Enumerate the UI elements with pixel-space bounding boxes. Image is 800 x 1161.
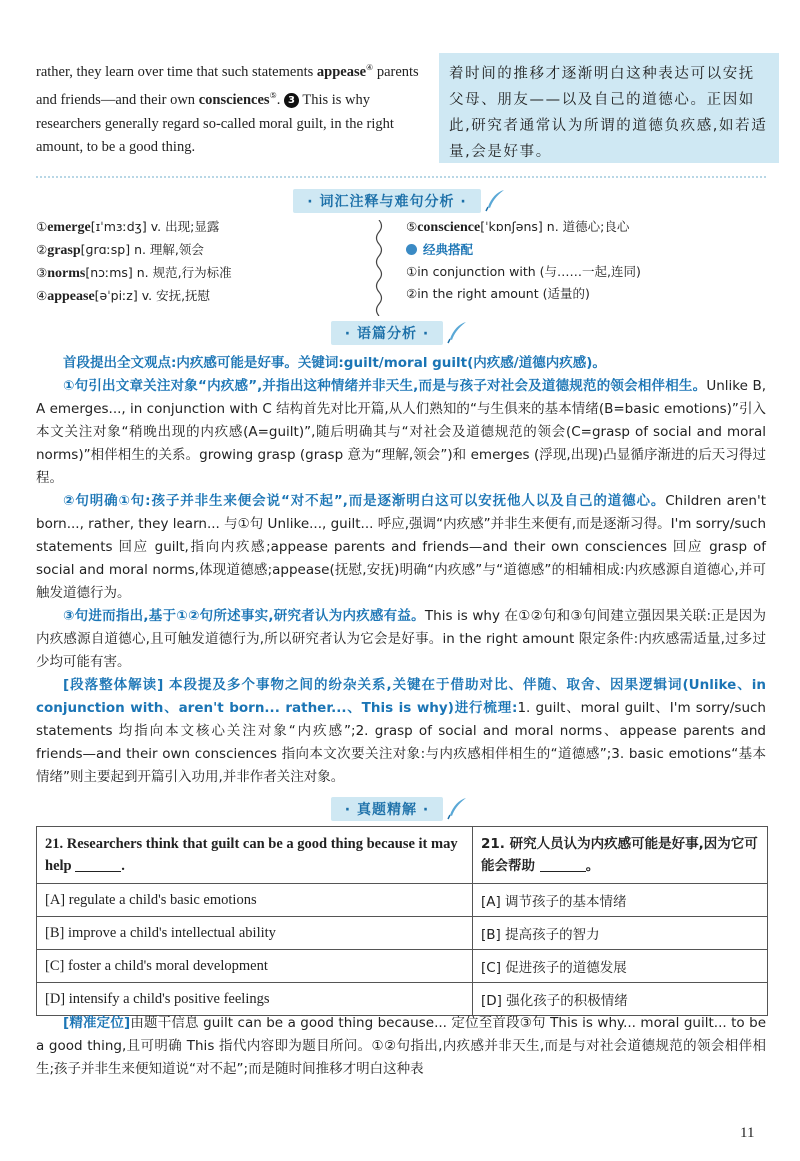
passage-block xyxy=(36,56,796,172)
analysis-paragraph: ③句进而指出,基于①②句所述事实,研究者认为内疚感有益。This is why 在①②句和③句间建立强因果关联:正是因为内疚感源自道德心,且可触发道德行为,所以研究者认为它会是好事。in the right amount 限定条件:内疚感需适量,过多过少均可能有害。 xyxy=(36,608,767,670)
passage-text: This is why researchers generally regard so-called moral guilt, in the right amount, to be a good thing. xyxy=(36,92,394,156)
question-stem-cn: 21. 研究人员认为内疚感可能是好事,因为它可能会帮助 。 xyxy=(473,827,768,884)
vocab-left-column xyxy=(36,216,366,308)
squiggle-divider xyxy=(372,220,386,316)
quill-pen-icon xyxy=(445,796,469,820)
option-en: [D] intensify a child's positive feelings xyxy=(37,983,473,1016)
option-row xyxy=(37,917,768,950)
vocab-item: ②grasp[ɡrɑːsp] n. 理解,领会 xyxy=(36,242,204,258)
question-table xyxy=(36,826,768,1016)
vocab-item: ④appease[əˈpiːz] v. 安抚,抚慰 xyxy=(36,288,211,304)
analysis-summary: [段落整体解读] 本段提及多个事物之间的纷杂关系,关键在于借助对比、伴随、取舍、因果逻辑词(Unlike、in conjunction with、aren't born... rather...、This is why)进行梳理:1. guilt、moral guilt、I'm sorry/such statements 均指向本文核心关注对象“内疚感”;2. grasp of social and moral norms、appease parents and friends—and their own consciences 指向本文次要关注对象:与内疚感相伴相生的“道德感”;3. basic emotions“基本情绪”则主要起到开篇引入功用,并非作者关注对象。 xyxy=(36,677,766,785)
collocation-item: ②in the right amount (适量的) xyxy=(406,286,590,301)
option-cn: [C] 促进孩子的道德发展 xyxy=(473,950,768,983)
passage-translation: 着时间的推移才逐渐明白这种表达可以安抚父母、朋友——以及自己的道德心。正因如此,研究者通常认为所谓的道德负疚感,如若适量,会是好事。 xyxy=(439,53,779,163)
analysis-paragraph: ①句引出文章关注对象“内疚感”,并指出这种情绪并非天生,而是与孩子对社会及道德规范的领会相伴相生。Unlike B, A emerges..., in conjunction with C 结构首先对比开篇,从人们熟知的“与生俱来的基本情绪(B=basic emotions)”引入本文关注对象“稍晚出现的内疚感(A=guilt)”,随后明确其与“对社会及道德规范的领会(C=grasp of social and moral norms)”相伴相生的关系。growing grasp (grasp 意为“理解,领会”)和 emerges (浮现,出现)凸显循序渐进的后天习得过程。 xyxy=(36,378,766,486)
option-row xyxy=(37,983,768,1016)
option-cn: [D] 强化孩子的积极情绪 xyxy=(473,983,768,1016)
analysis-section-title xyxy=(0,320,800,345)
exam-section-title xyxy=(0,796,800,821)
question-stem-en: 21. Researchers think that guilt can be a good thing because it may help . xyxy=(37,827,473,884)
passage-text: rather, they learn over time that such statements xyxy=(36,63,317,80)
analysis-heading: 首段提出全文观点:内疚感可能是好事。关键词:guilt/moral guilt(内疚感/道德内疚感)。 xyxy=(63,355,606,371)
keyword-appease: appease xyxy=(316,63,367,80)
divider xyxy=(36,176,766,178)
vocab-section-title xyxy=(0,188,800,213)
option-cn: [A] 调节孩子的基本情绪 xyxy=(473,884,768,917)
section-label: · 词汇注释与难句分析 · xyxy=(293,189,480,213)
question-stem-row xyxy=(37,827,768,884)
option-row xyxy=(37,950,768,983)
quill-pen-icon xyxy=(483,188,507,212)
collocation-heading: 经典搭配 xyxy=(406,239,776,261)
answer-explanation xyxy=(36,1012,766,1081)
vocab-item: ①emerge[ɪˈmɜːdʒ] v. 出现;显露 xyxy=(36,219,220,235)
section-label: · 真题精解 · xyxy=(331,797,443,821)
answer-paragraph: [精准定位]由题干信息 guilt can be a good thing because... 定位至首段③句 This is why... moral guilt... to be a good thing,且可明确 This 指代内容即为题目所问。①②句指出,内疚感并非天生,而是与对社会道德规范的领会相伴相生;孩子并非生来便知道说“对不起”;而是随时间推移才明白这种表 xyxy=(36,1015,767,1077)
collocation-item: ①in conjunction with (与……一起,连同) xyxy=(406,264,641,279)
answer-blank xyxy=(75,860,121,872)
footnote-marker: ④ xyxy=(366,63,374,72)
sentence-number-badge: 3 xyxy=(284,93,299,108)
option-en: [B] improve a child's intellectual ability xyxy=(37,917,473,950)
keyword-consciences: consciences xyxy=(198,92,270,109)
quill-pen-icon xyxy=(445,320,469,344)
vocab-right-column xyxy=(406,216,776,305)
option-cn: [B] 提高孩子的智力 xyxy=(473,917,768,950)
footnote-marker: ⑤ xyxy=(269,91,277,101)
passage-english xyxy=(36,56,428,160)
vocab-item: ⑤conscience[ˈkɒnʃəns] n. 道德心;良心 xyxy=(406,219,630,235)
answer-blank xyxy=(540,860,586,872)
passage-text: . xyxy=(276,92,284,109)
bullet-icon xyxy=(406,244,417,255)
vocab-list xyxy=(36,216,776,316)
option-en: [A] regulate a child's basic emotions xyxy=(37,884,473,917)
page-number: 11 xyxy=(740,1125,755,1141)
section-label: · 语篇分析 · xyxy=(331,321,443,345)
passage-text: parents and friends—and their own xyxy=(36,63,419,109)
option-row xyxy=(37,884,768,917)
analysis-body xyxy=(36,352,766,789)
option-en: [C] foster a child's moral development xyxy=(37,950,473,983)
analysis-paragraph: ②句明确①句:孩子并非生来便会说“对不起”,而是逐渐明白这可以安抚他人以及自己的道德心。Children aren't born..., rather, they learn... 与①句 Unlike..., guilt... 呼应,强调“内疚感”并非生来便有,而是逐渐习得。I'm sorry/such statements 回应 guilt,指向内疚感;appease parents and friends—and their own consciences 回应 grasp of social and moral norms,体现道德感;appease(抚慰,安抚)明确“内疚感”与“道德感”的相辅相成:内疚感源自道德心,并可触发道德行为。 xyxy=(36,493,766,601)
vocab-item: ③norms[nɔːms] n. 规范,行为标准 xyxy=(36,265,232,281)
